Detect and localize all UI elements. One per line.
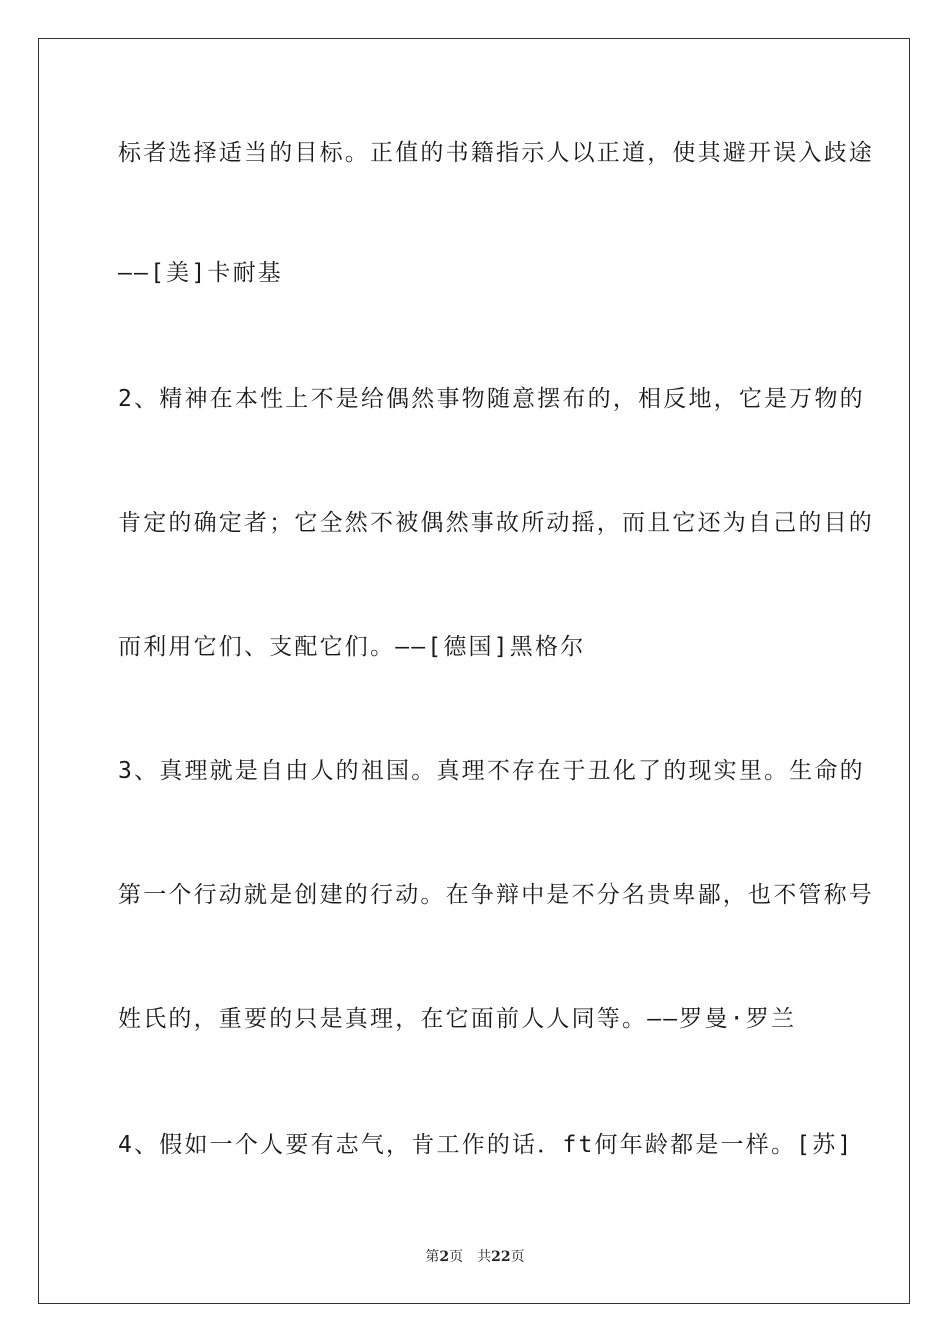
total-prefix: 共	[477, 1249, 492, 1265]
text-line: 第一个行动就是创建的行动。在争辩中是不分名贵卑鄙，也不管称号	[118, 882, 874, 908]
text-line: 4、假如一个人要有志气，肯工作的话．ft何年龄都是一样。[苏]	[118, 1132, 854, 1158]
total-pages: 22	[491, 1249, 511, 1265]
page-prefix: 第	[425, 1249, 440, 1265]
text-line: 姓氏的，重要的只是真理，在它面前人人同等。——罗曼·罗兰	[118, 1006, 797, 1032]
text-line: ——[美]卡耐基	[118, 260, 283, 286]
page-number: 2	[439, 1249, 450, 1265]
text-line: 而利用它们、支配它们。——[德国]黑格尔	[118, 634, 586, 660]
text-line: 3、真理就是自由人的祖国。真理不存在于丑化了的现实里。生命的	[118, 758, 865, 784]
total-suffix: 页	[510, 1249, 525, 1265]
text-line: 肯定的确定者；它全然不被偶然事故所动摇，而且它还为自己的目的	[118, 510, 874, 536]
page-footer	[0, 1246, 950, 1266]
text-line: 2、精神在本性上不是给偶然事物随意摆布的，相反地，它是万物的	[118, 386, 865, 412]
text-line: 标者选择适当的目标。正值的书籍指示人以正道，使其避开误入歧途	[118, 140, 874, 166]
page-border	[38, 38, 910, 1304]
page-suffix: 页	[449, 1249, 464, 1265]
